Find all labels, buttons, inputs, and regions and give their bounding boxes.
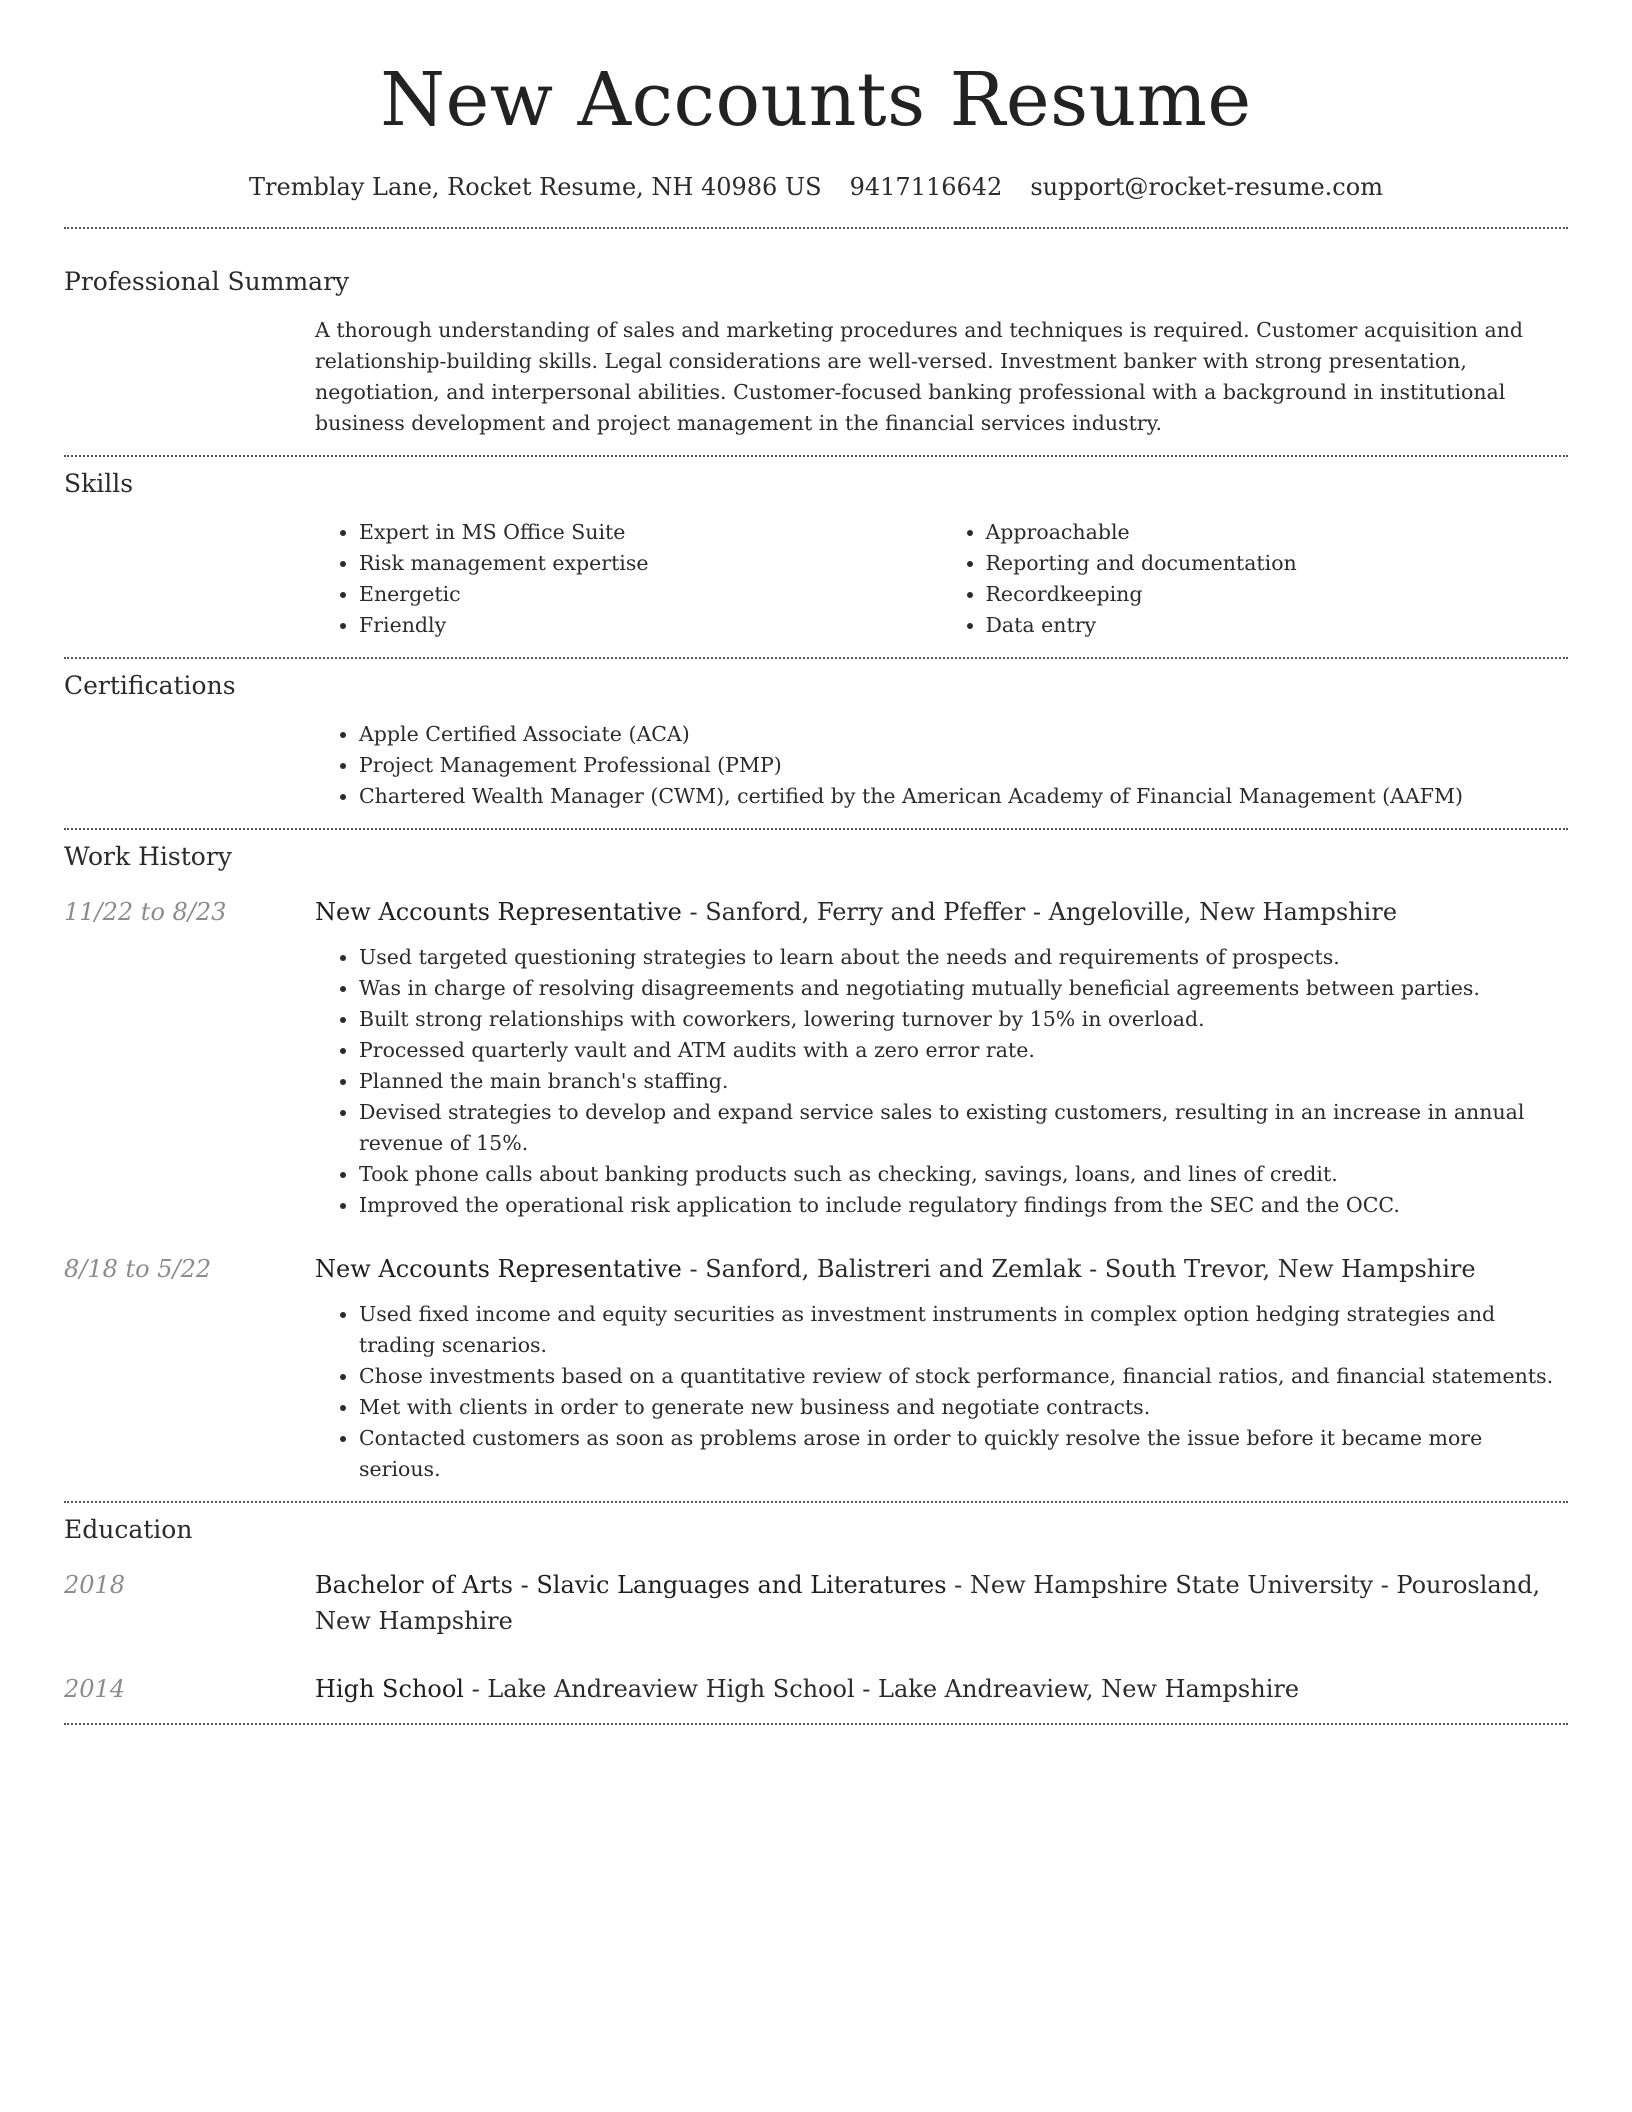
job-role: New Accounts Representative — [315, 898, 682, 926]
skill-item: • Approachable — [986, 517, 1569, 548]
resume-page — [64, 0, 1568, 1725]
job-employer: - Sanford, Ferry and Pfeffer - Angeloville, New Hampshire — [681, 898, 1398, 926]
skill-item: • Recordkeeping — [986, 579, 1569, 610]
skill-item: • Risk management expertise — [359, 548, 942, 579]
section-title-certifications: Certifications — [64, 671, 236, 700]
contact-address: Tremblay Lane, Rocket Resume, NH 40986 US — [249, 173, 822, 201]
education-title-line — [315, 1567, 1568, 1639]
education-body — [315, 1671, 1568, 1707]
skills-section — [64, 457, 1568, 641]
skill-item: • Reporting and documentation — [986, 548, 1569, 579]
job-bullet: • Was in charge of resolving disagreements and negotiating mutually beneficial agreements between parties. — [359, 973, 1568, 1004]
education-title-line — [315, 1671, 1568, 1707]
job-body — [315, 894, 1568, 1221]
education-section — [64, 1503, 1568, 1707]
job-bullet: • Met with clients in order to generate new business and negotiate contracts. — [359, 1392, 1568, 1423]
job-bullet: • Built strong relationships with coworkers, lowering turnover by 15% in overload. — [359, 1004, 1568, 1035]
job-entry — [64, 894, 1568, 1221]
job-bullet: • Used fixed income and equity securities as investment instruments in complex option hedging strategies and trading scenarios. — [359, 1299, 1568, 1361]
certifications-list — [315, 719, 1568, 812]
skill-item: • Energetic — [359, 579, 942, 610]
certification-item: • Chartered Wealth Manager (CWM), certified by the American Academy of Financial Management (AAFM) — [359, 781, 1568, 812]
education-year: 2014 — [64, 1675, 126, 1703]
resume-header — [64, 0, 1568, 204]
job-dates: 11/22 to 8/23 — [64, 898, 227, 926]
job-bullet: • Planned the main branch's staffing. — [359, 1066, 1568, 1097]
certifications-content — [315, 719, 1568, 812]
job-title-line — [315, 894, 1568, 930]
job-bullet: • Took phone calls about banking products such as checking, savings, loans, and lines of credit. — [359, 1159, 1568, 1190]
contact-phone: 9417116642 — [849, 173, 1003, 201]
job-dates: 8/18 to 5/22 — [64, 1255, 212, 1283]
job-bullet: • Devised strategies to develop and expand service sales to existing customers, resulting in an increase in annual revenue of 15%. — [359, 1097, 1568, 1159]
education-entry — [64, 1567, 1568, 1639]
job-entry — [64, 1251, 1568, 1485]
skill-item: • Friendly — [359, 610, 942, 641]
resume-title: New Accounts Resume — [380, 57, 1252, 143]
education-year: 2018 — [64, 1571, 126, 1599]
education-body — [315, 1567, 1568, 1639]
education-school: - Lake Andreaview High School - Lake Andreaview, New Hampshire — [463, 1675, 1300, 1703]
skills-list-right — [942, 517, 1569, 641]
certification-item: • Project Management Professional (PMP) — [359, 750, 1568, 781]
contact-line — [64, 170, 1568, 204]
job-bullet: • Contacted customers as soon as problems arose in order to quickly resolve the issue before it became more serious. — [359, 1423, 1568, 1485]
education-entry — [64, 1671, 1568, 1707]
certification-item: • Apple Certified Associate (ACA) — [359, 719, 1568, 750]
skills-grid — [315, 517, 1568, 641]
section-title-work: Work History — [64, 842, 232, 871]
section-title-skills: Skills — [64, 469, 134, 498]
section-title-education: Education — [64, 1515, 193, 1544]
section-title-summary: Professional Summary — [64, 267, 350, 296]
skill-item: • Expert in MS Office Suite — [359, 517, 942, 548]
skill-item: • Data entry — [986, 610, 1569, 641]
certifications-section — [64, 659, 1568, 812]
skills-list-left — [315, 517, 942, 641]
education-degree: Bachelor of Arts - Slavic Languages and Literatures — [315, 1571, 947, 1599]
job-bullet: • Used targeted questioning strategies to learn about the needs and requirements of prospects. — [359, 942, 1568, 973]
contact-email[interactable]: support@rocket-resume.com — [1030, 173, 1383, 201]
work-history-section — [64, 830, 1568, 1485]
education-degree: High School — [315, 1675, 464, 1703]
education-school: - New Hampshire State University - Pourosland, New Hampshire — [315, 1571, 1541, 1635]
job-bullets — [315, 1299, 1568, 1485]
job-title-line — [315, 1251, 1568, 1287]
summary-text: A thorough understanding of sales and marketing procedures and techniques is required. Customer acquisition and relationship-building skills. Legal considerations are well-versed. Investment banker with strong presentation, negotiation, and interpersonal abilities. Customer-focused banking professional with a background in institutional business development and project management in the financial services industry. — [315, 318, 1524, 435]
job-bullet: • Processed quarterly vault and ATM audits with a zero error rate. — [359, 1035, 1568, 1066]
job-bullet: • Improved the operational risk application to include regulatory findings from the SEC and the OCC. — [359, 1190, 1568, 1221]
section-divider — [64, 1723, 1568, 1725]
job-role: New Accounts Representative — [315, 1255, 682, 1283]
job-bullet: • Chose investments based on a quantitative review of stock performance, financial ratios, and financial statements. — [359, 1361, 1568, 1392]
professional-summary-section — [64, 229, 1568, 439]
job-bullets — [315, 942, 1568, 1221]
job-employer: - Sanford, Balistreri and Zemlak - South Trevor, New Hampshire — [681, 1255, 1476, 1283]
job-body — [315, 1251, 1568, 1485]
